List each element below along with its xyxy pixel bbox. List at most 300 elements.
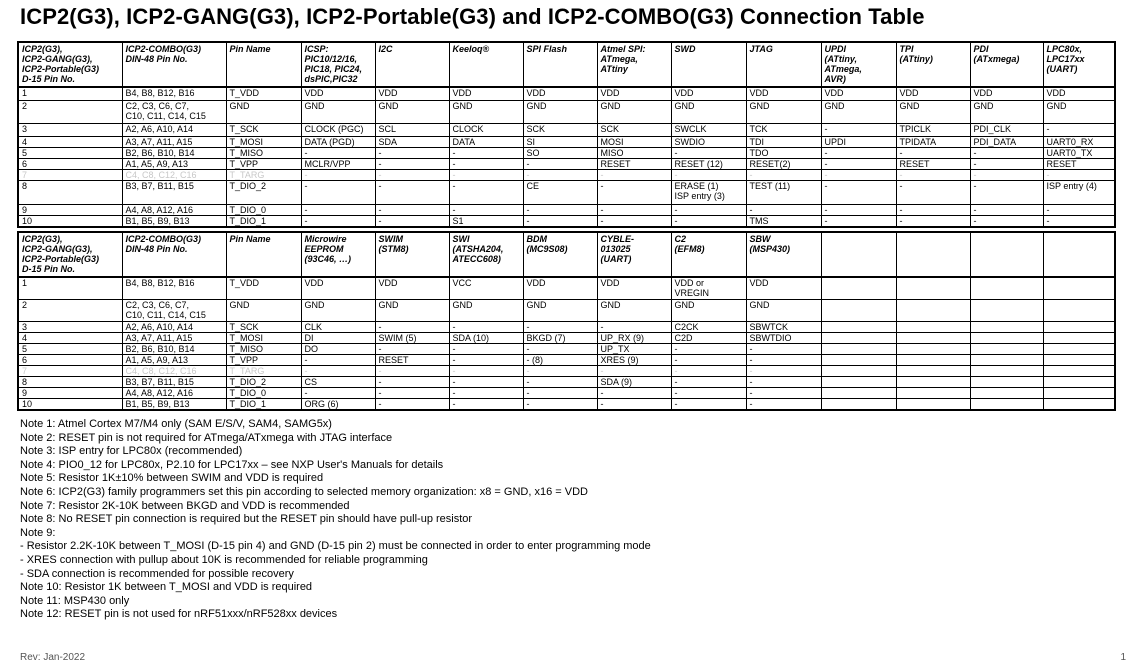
table-cell: - [746,204,821,215]
table-cell: B1, B5, B9, B13 [122,215,226,227]
table-cell: - (8) [523,354,597,365]
table-cell: B2, B6, B10, B14 [122,343,226,354]
table-cell: XRES (9) [597,354,671,365]
table-cell: SCK [523,123,597,136]
column-header [896,232,970,277]
table-cell: C2, C3, C6, C7, C10, C11, C14, C15 [122,100,226,123]
table-cell: - [671,376,746,387]
table-row [18,332,1115,343]
table-cell [821,398,896,410]
table-cell [970,277,1043,299]
table-cell: VDD [375,87,449,100]
table-row [18,136,1115,147]
table-cell [1043,321,1115,332]
table-cell: 2 [18,299,122,321]
table-cell: - [375,147,449,158]
table-cell: 4 [18,136,122,147]
table-cell: T_TARG [226,365,301,376]
table-cell: - [746,354,821,365]
table-cell [1043,387,1115,398]
table-cell: SWCLK [671,123,746,136]
column-header: Pin Name [226,232,301,277]
table-cell [821,354,896,365]
table-cell: - [821,204,896,215]
table-cell: - [1043,123,1115,136]
column-header: I2C [375,42,449,87]
table-cell: DATA [449,136,523,147]
note-line: Note 2: RESET pin is not required for ATmega/ATxmega with JTAG interface [20,431,393,444]
table-cell: - [375,204,449,215]
table-cell [896,376,970,387]
table-cell: GND [523,299,597,321]
table-cell: - [746,343,821,354]
notes-section [20,418,651,622]
table-cell: T_VPP [226,158,301,169]
table-row [18,169,1115,180]
table-cell: SO [523,147,597,158]
table-cell [1043,299,1115,321]
table-cell: - [375,398,449,410]
column-header: Atmel SPI: ATmega, ATtiny [597,42,671,87]
table-cell: - [449,376,523,387]
table-cell: CE [523,180,597,204]
table-cell: GND [375,100,449,123]
table-cell [896,299,970,321]
table-cell: GND [746,299,821,321]
column-header: SWI (ATSHA204, ATECC608) [449,232,523,277]
table-cell [821,387,896,398]
table-cell: 9 [18,204,122,215]
table-cell: T_VDD [226,87,301,100]
table-cell: 2 [18,100,122,123]
table-cell: GND [226,100,301,123]
table-cell: T_VPP [226,354,301,365]
table-cell: VDD [523,277,597,299]
note-line: Note 8: No RESET pin connection is required but the RESET pin should have pull-up resistor [20,513,473,526]
table-cell [1043,365,1115,376]
table-cell: VDD [970,87,1043,100]
page-number: 1 [1120,652,1126,663]
table-cell: VDD [597,277,671,299]
table-cell: A1, A5, A9, A13 [122,158,226,169]
table-cell: - [523,321,597,332]
column-header: CYBLE- 013025 (UART) [597,232,671,277]
table-cell: GND [449,100,523,123]
table-cell: T_DIO_2 [226,180,301,204]
table-cell: VDD [597,87,671,100]
table-cell: 1 [18,87,122,100]
table-cell [970,354,1043,365]
table-cell: A4, A8, A12, A16 [122,204,226,215]
table-cell: - [821,147,896,158]
table-cell: - [523,365,597,376]
table-cell: 4 [18,332,122,343]
table-cell: - [523,343,597,354]
table-cell: S1 [449,215,523,227]
table-cell [896,343,970,354]
table-cell [821,365,896,376]
table-cell: C2CK [671,321,746,332]
note-line: - XRES connection with pullup about 10K is recommended for reliable programming [20,553,428,566]
table-cell: - [301,387,375,398]
table-cell: T_VDD [226,277,301,299]
table-row [18,321,1115,332]
column-header: TPI (ATtiny) [896,42,970,87]
column-header: Pin Name [226,42,301,87]
table-cell: T_DIO_0 [226,204,301,215]
table-cell: VDD [671,87,746,100]
table-cell: TCK [746,123,821,136]
table-cell: 3 [18,123,122,136]
table-cell: TEST (11) [746,180,821,204]
table-cell: - [970,180,1043,204]
column-header [1043,232,1115,277]
note-line: Note 12: RESET pin is not used for nRF51xxx/nRF528xx devices [20,608,338,621]
table-cell [970,398,1043,410]
table-cell: - [746,169,821,180]
table-cell: - [449,398,523,410]
table-cell: SBWTDIO [746,332,821,343]
table-cell: GND [970,100,1043,123]
table-row [18,299,1115,321]
table-cell: VDD [301,87,375,100]
table-cell [821,343,896,354]
table-cell: - [449,387,523,398]
column-header: JTAG [746,42,821,87]
table-cell: - [671,354,746,365]
table-cell: GND [896,100,970,123]
table-cell: - [821,180,896,204]
table-cell: SBWTCK [746,321,821,332]
column-header: ICP2(G3), ICP2-GANG(G3), ICP2-Portable(G3) D-15 Pin No. [18,42,122,87]
table-cell: - [375,180,449,204]
table-cell: - [449,180,523,204]
table-cell: VDD [896,87,970,100]
table-cell: GND [821,100,896,123]
table-cell: T_MISO [226,343,301,354]
table-cell: T_MISO [226,147,301,158]
column-header [970,232,1043,277]
table-cell: DI [301,332,375,343]
table-cell: T_SCK [226,321,301,332]
table-cell: SDA (10) [449,332,523,343]
table-cell [1043,354,1115,365]
table-cell: RESET [896,158,970,169]
table-cell: GND [523,100,597,123]
table-row [18,158,1115,169]
table-cell [896,398,970,410]
table-cell [1043,332,1115,343]
table-cell: - [375,321,449,332]
revision-label: Rev: Jan-2022 [20,652,86,663]
table-cell: B3, B7, B11, B15 [122,376,226,387]
table-cell: 5 [18,343,122,354]
note-line: - SDA connection is recommended for possible recovery [20,567,294,580]
table-cell: - [449,354,523,365]
table-cell: - [970,215,1043,227]
table-cell: 7 [18,365,122,376]
table-cell: SWIM (5) [375,332,449,343]
table-cell: - [375,387,449,398]
column-header: ICP2-COMBO(G3) DIN-48 Pin No. [122,232,226,277]
table-cell: 1 [18,277,122,299]
table-cell [970,365,1043,376]
table-cell: T_DIO_1 [226,215,301,227]
table-cell: GND [449,299,523,321]
header-row [18,42,1115,87]
table-cell: - [671,169,746,180]
table-cell: A2, A6, A10, A14 [122,321,226,332]
table-row [18,365,1115,376]
table-cell: VDD [375,277,449,299]
table-cell [896,321,970,332]
table-cell: - [301,147,375,158]
table-cell: ERASE (1) ISP entry (3) [671,180,746,204]
table-cell: - [746,398,821,410]
table-cell: CLOCK (PGC) [301,123,375,136]
table-cell [896,277,970,299]
column-header: SWD [671,42,746,87]
table-cell: - [301,180,375,204]
table-cell: T_DIO_2 [226,376,301,387]
table-cell: VDD [746,87,821,100]
table-cell: GND [746,100,821,123]
table-cell: SWDIO [671,136,746,147]
table-cell: SCK [597,123,671,136]
table-cell: ISP entry (4) [1043,180,1115,204]
table-cell: - [597,398,671,410]
table-cell: B3, B7, B11, B15 [122,180,226,204]
table-cell: - [301,169,375,180]
table-cell: - [523,398,597,410]
table-cell: - [597,365,671,376]
table-cell [1043,376,1115,387]
table-cell: - [375,169,449,180]
table-cell: MCLR/VPP [301,158,375,169]
table-cell: - [821,215,896,227]
table-cell: TPIDATA [896,136,970,147]
table-cell: - [523,158,597,169]
table-cell: A3, A7, A11, A15 [122,136,226,147]
table-cell: - [375,158,449,169]
table-cell: - [523,387,597,398]
table-cell: CLK [301,321,375,332]
column-header: SWIM (STM8) [375,232,449,277]
table-cell: T_DIO_1 [226,398,301,410]
table-cell: C2D [671,332,746,343]
table-row [18,123,1115,136]
column-header: ICP2(G3), ICP2-GANG(G3), ICP2-Portable(G3) D-15 Pin No. [18,232,122,277]
table-cell: - [746,387,821,398]
table-cell: VDD [821,87,896,100]
table-cell: - [896,147,970,158]
table-cell: CLOCK [449,123,523,136]
table-cell: GND [597,299,671,321]
table-row [18,204,1115,215]
connection-table-1 [17,41,1116,228]
table-cell: A1, A5, A9, A13 [122,354,226,365]
column-header: Microwire EEPROM (93C46, …) [301,232,375,277]
table-cell: - [301,354,375,365]
table-cell: B2, B6, B10, B14 [122,147,226,158]
table-cell: BKGD (7) [523,332,597,343]
table-cell: GND [671,299,746,321]
table-cell: SCL [375,123,449,136]
table-cell: - [375,365,449,376]
table-row [18,87,1115,100]
table-cell: C4, C8, C12, C16 [122,365,226,376]
page-title: ICP2(G3), ICP2-GANG(G3), ICP2-Portable(G3) and ICP2-COMBO(G3) Connection Table [20,4,925,29]
table-row [18,387,1115,398]
table-cell: T_MOSI [226,332,301,343]
column-header: LPC80x, LPC17xx (UART) [1043,42,1115,87]
table-cell: - [821,169,896,180]
table-cell: 3 [18,321,122,332]
table-cell [1043,398,1115,410]
table-cell [821,321,896,332]
table-cell: 5 [18,147,122,158]
table-cell: C2, C3, C6, C7, C10, C11, C14, C15 [122,299,226,321]
table-cell [970,321,1043,332]
note-line: Note 3: ISP entry for LPC80x (recommended) [20,445,243,458]
header-row [18,232,1115,277]
table-cell: GND [226,299,301,321]
table-cell: A3, A7, A11, A15 [122,332,226,343]
table-cell [1043,343,1115,354]
table-cell: RESET(2) [746,158,821,169]
table-cell: GND [1043,100,1115,123]
table-cell: RESET [597,158,671,169]
table-cell: 6 [18,354,122,365]
table-cell: - [449,147,523,158]
table-cell: GND [301,100,375,123]
table-cell [821,299,896,321]
table-cell: C4, C8, C12, C16 [122,169,226,180]
table-cell: - [523,204,597,215]
table-cell: RESET [1043,158,1115,169]
table-row [18,398,1115,410]
table-cell: UP_RX (9) [597,332,671,343]
table-cell: SDA (9) [597,376,671,387]
table-cell: - [970,169,1043,180]
table-cell: - [671,343,746,354]
table-cell: 10 [18,398,122,410]
table-cell [896,387,970,398]
table-cell: VDD or VREGIN [671,277,746,299]
table-cell: - [523,215,597,227]
table-cell: TMS [746,215,821,227]
table-cell: - [597,387,671,398]
table-cell: - [375,215,449,227]
table-cell: - [523,376,597,387]
table-cell [821,376,896,387]
table-cell [896,332,970,343]
table-cell: PDI_DATA [970,136,1043,147]
table-cell: MISO [597,147,671,158]
table-cell: 8 [18,376,122,387]
column-header: BDM (MC9S08) [523,232,597,277]
table-cell: 10 [18,215,122,227]
note-line: - Resistor 2.2K-10K between T_MOSI (D-15 pin 4) and GND (D-15 pin 2) must be connected in order to enter programming mode [20,540,651,553]
table-cell: SDA [375,136,449,147]
table-cell: - [449,343,523,354]
table-cell: A4, A8, A12, A16 [122,387,226,398]
table-cell: - [597,204,671,215]
table-cell: SI [523,136,597,147]
table-cell: - [671,204,746,215]
table-cell: T_MOSI [226,136,301,147]
note-line: Note 11: MSP430 only [20,594,130,607]
table-cell: 9 [18,387,122,398]
table-cell [970,332,1043,343]
table-cell: B1, B5, B9, B13 [122,398,226,410]
table-cell: - [896,215,970,227]
column-header: SBW (MSP430) [746,232,821,277]
table-cell: - [746,365,821,376]
note-line: Note 1: Atmel Cortex M7/M4 only (SAM E/S/V, SAM4, SAMG5x) [20,418,332,430]
table-cell: - [375,376,449,387]
column-header: Keeloq® [449,42,523,87]
table-cell: - [1043,215,1115,227]
table-cell: GND [375,299,449,321]
table-row [18,147,1115,158]
table-cell: - [301,204,375,215]
table-cell: - [523,169,597,180]
note-line: Note 7: Resistor 2K-10K between BKGD and VDD is recommended [20,499,350,512]
table-cell: - [449,169,523,180]
table-row [18,277,1115,299]
note-line: Note 9: [20,526,56,539]
table-cell: TDI [746,136,821,147]
table-row [18,180,1115,204]
table-cell [970,299,1043,321]
table-cell: 6 [18,158,122,169]
table-cell [821,277,896,299]
table-cell: - [746,376,821,387]
note-line: Note 6: ICP2(G3) family programmers set this pin according to selected memory organization: x8 = GND, x16 = VDD [20,485,588,498]
table-cell: T_SCK [226,123,301,136]
table-cell [896,365,970,376]
table-cell: T_TARG [226,169,301,180]
note-line: Note 4: PIO0_12 for LPC80x, P2.10 for LPC17xx – see NXP User's Manuals for details [20,458,444,471]
table-cell [970,343,1043,354]
table-cell [970,387,1043,398]
table-cell [896,354,970,365]
table-cell: - [449,158,523,169]
table-cell: - [301,365,375,376]
table-cell: GND [597,100,671,123]
table-cell: VDD [1043,87,1115,100]
column-header: UPDI (ATtiny, ATmega, AVR) [821,42,896,87]
table-cell: TPICLK [896,123,970,136]
table-cell: - [896,180,970,204]
table-cell: B4, B8, B12, B16 [122,87,226,100]
table-cell: PDI_CLK [970,123,1043,136]
table-cell: 8 [18,180,122,204]
table-cell [821,332,896,343]
table-cell: A2, A6, A10, A14 [122,123,226,136]
table-cell: UPDI [821,136,896,147]
table-cell: UART0_TX [1043,147,1115,158]
table-cell: - [896,204,970,215]
table-cell: - [375,343,449,354]
table-cell: RESET [375,354,449,365]
table-cell: VDD [301,277,375,299]
table-cell: - [449,321,523,332]
table-cell: - [671,365,746,376]
table-row [18,343,1115,354]
table-cell: - [970,158,1043,169]
